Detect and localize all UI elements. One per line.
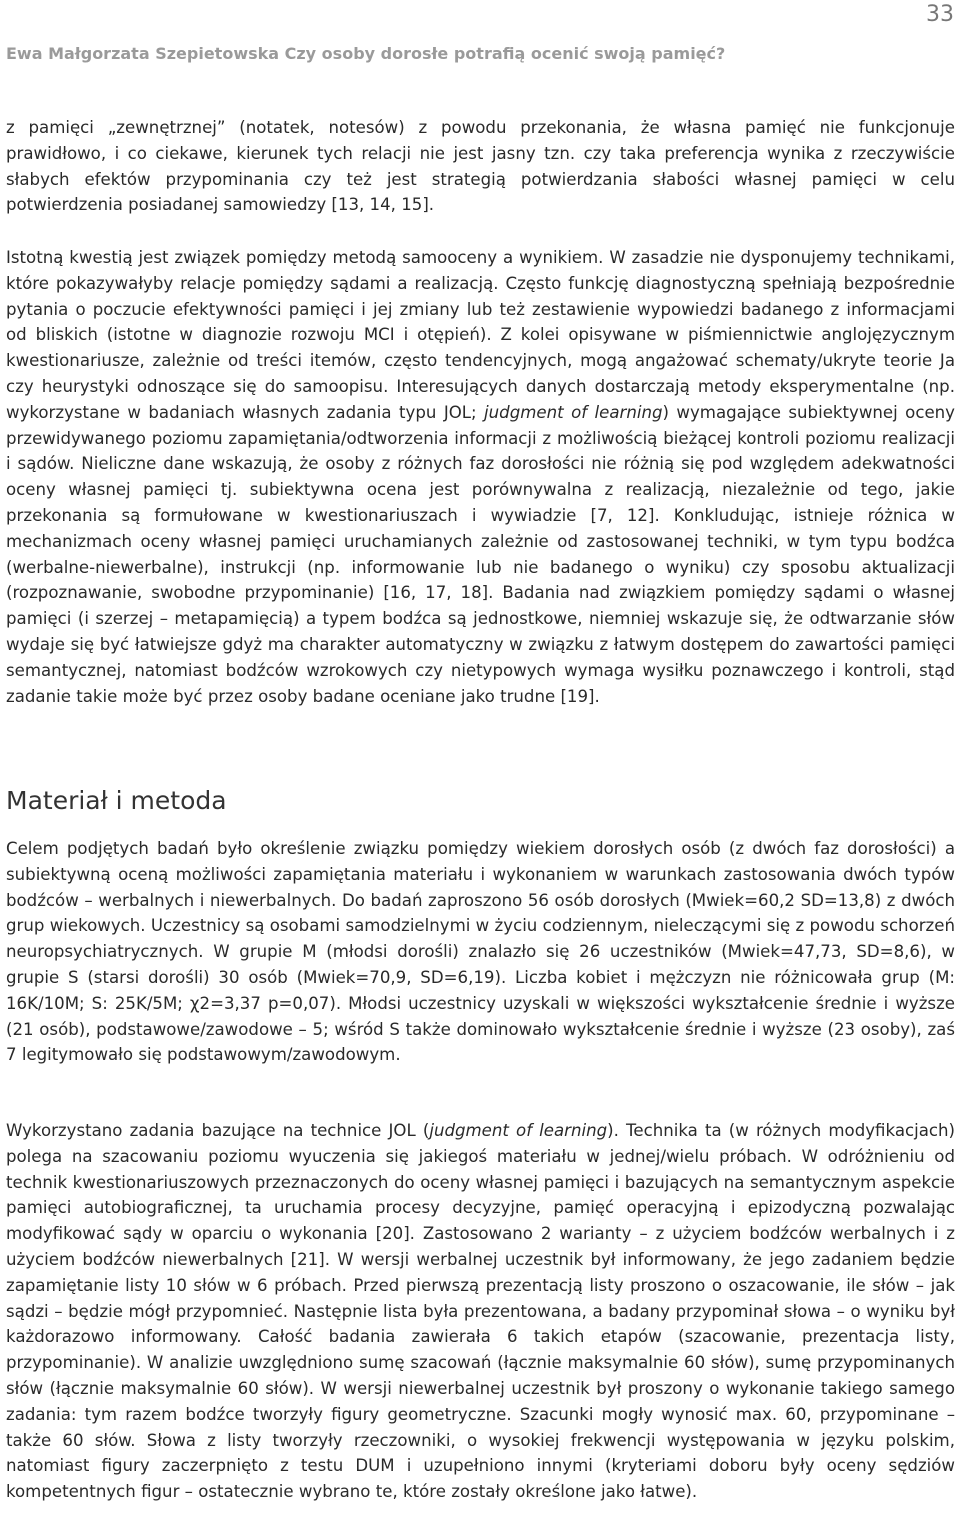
italic-term: judgment of learning — [484, 402, 663, 422]
section-heading: Materiał i metoda — [6, 786, 227, 815]
paragraph-text: Istotną kwestią jest związek pomiędzy metodą samooceny a wynikiem. W zasadzie nie dysponujemy technikami, które pokazywałyby relacje pomiędzy sądami a realizacją. Często funkcję diagnostyczną spełniają bezpośrednie pytania o poczucie efektywności pamięci i jej zmiany lub też zestawienie wypowiedzi badanego z informacjami od bliskich (istotne w diagnozie rozwoju MCI i otępień). Z kolei opisywane w piśmiennictwie anglojęzycznym kwestionariusze, zależnie od treści itemów, często tendencyjnych, mogą angażować schematy/ukryte teorie Ja czy heurystyki odnoszące się do samoopisu. Interesujących danych dostarczają metody eksperymentalne (np. wykorzystane w badaniach własnych zadania typu JOL; — [6, 248, 955, 422]
paragraph-text: ) wymagające subiektywnej oceny przewidywanego poziomu zapamiętania/odtworzenia informacji z możliwością bieżącej kontroli poziomu realizacji i sądów. Nieliczne dane wskazują, że osoby z różnych faz dorosłości nie różnią się pod względem adekwatności oceny własnej pamięci tj. subiektywna ocena jest porównywalna z realizacją, niezależnie od tego, jakie przekonania są formułowane w kwestionariuszach i wywiadzie [7, 12]. Konkludując, istnieje różnica w mechanizmach oceny własnej pamięci uruchamianych zależnie od zastosowanej techniki, w tym typu bodźca (werbalne-niewerbalne), instrukcji (np. informowanie lub nie badanego o wyniku) czy sposobu aktualizacji (rozpoznawanie, swobodne przypominanie) [16, 17, 18]. Badania nad związkiem pomiędzy sądami o własnej pamięci (i szerzej – metapamięcią) a typem bodźca są jednostkowe, niemniej wskazuje się, że odtwarzanie słów wydaje się być łatwiejsze gdyż ma charakter automatyczny w związku z łatwym dostępem do zawartości pamięci semantycznej, natomiast bodźców wzrokowych czy nietypowych wymaga wysiłku poznawczego i kontroli, stąd zadanie takie może być przez osoby badane oceniane jako trudne [19]. — [6, 402, 955, 706]
paragraph-intro-continuation: z pamięci „zewnętrznej” (notatek, notesów) z powodu przekonania, że własna pamięć nie funkcjonuje prawidłowo, i co ciekawe, kierunek tych relacji nie jest jasny tzn. czy taka preferencja wynika z rzeczywiście słabych efektów przypominania czy też jest strategią potwierdzania słabości własnej pamięci w celu potwierdzenia posiadanej samowiedzy [13, 14, 15]. — [6, 118, 955, 215]
paragraph-study-aim: Celem podjętych badań było określenie związku pomiędzy wiekiem dorosłych osób (z dwóch faz dorosłości) a subiektywną oceną możliwości zapamiętania materiału i wykonaniem w warunkach zastosowania dwóch typów bodźców – werbalnych i niewerbalnych. Do badań zaproszono 56 osób dorosłych (Mwiek=60,2 SD=13,8) z dwóch grup wiekowych. Uczestnicy są osobami samodzielnymi w życiu codziennym, nieleczącymi się z powodu schorzeń neuropsychiatrycznych. W grupie M (młodsi dorośli) znalazło się 26 uczestników (Mwiek=47,73, SD=8,6), w grupie S (starsi dorośli) 30 osób (Mwiek=70,9, SD=6,19). Liczba kobiet i mężczyzn nie różnicowała grup (M: 16K/10M; S: 25K/5M; χ2=3,37 p=0,07). Młodsi uczestnicy uzyskali w większości wykształcenie średnie i wyższe (21 osób), podstawowe/zawodowe – 5; wśród S także dominowało wykształcenie średnie i wyższe (23 osoby), zaś 7 legitymowało się podstawowym/zawodowym. — [6, 839, 955, 1065]
page-number: 33 — [926, 2, 954, 27]
italic-term: judgment of learning — [429, 1121, 608, 1140]
paragraph-jol-technique — [6, 1118, 955, 1505]
paragraph-text: ). Technika ta (w różnych modyfikacjach) polega na szacowaniu poziomu wyuczenia się jakiegoś materiału w jednej/wielu próbach. W odróżnieniu od technik kwestionariuszowych przeznaczonych do oceny własnej pamięci i bazujących na semantycznym aspekcie pamięci autobiograficznej, ta uruchamia procesy decyzyjne, pamięć operacyjną i epizodyczną pozwalając modyfikować sądy w oparciu o wykonania [20]. Zastosowano 2 warianty – z użyciem bodźców werbalnych i z użyciem bodźców niewerbalnych [21]. W wersji werbalnej uczestnik był informowany, że jego zadaniem będzie zapamiętanie listy 10 słów w 6 próbach. Przed pierwszą prezentacją listy proszono o oszacowanie, ile słów – jak sądzi – będzie mógł przypomnieć. Następnie lista była prezentowana, a badany przypominał słowa – o wyniku był każdorazowo informowany. Całość badania zawierała 6 takich etapów (szacowanie, prezentacja listy, przypominanie). W analizie uwzględniono sumę szacowań (łącznie maksymalnie 60 słów), sumę przypominanych słów (łącznie maksymalnie 60 słów). W wersji niewerbalnej uczestnik był proszony o wykonanie takiego samego zadania: tym razem bodźce tworzyły figury geometryczne. Szacunki mogły wynosić max. 60, przypominane – także 60 słów. Słowa z listy tworzyły rzeczowniki, o wysokiej frekwencji występowania w języku polskim, natomiast figury zaczerpnięto z testu DUM i uzupełniono innymi (kryteriami doboru były oceny sędziów kompetentnych figur – ostatecznie wybrano te, które zostały określone jako łatwe). — [6, 1121, 955, 1502]
paragraph-self-assessment-methods — [6, 245, 955, 709]
paragraph-text: Wykorzystano zadania bazujące na technice JOL ( — [6, 1121, 430, 1140]
running-head: Ewa Małgorzata Szepietowska Czy osoby dorosłe potrafią ocenić swoją pamięć? — [6, 44, 726, 63]
